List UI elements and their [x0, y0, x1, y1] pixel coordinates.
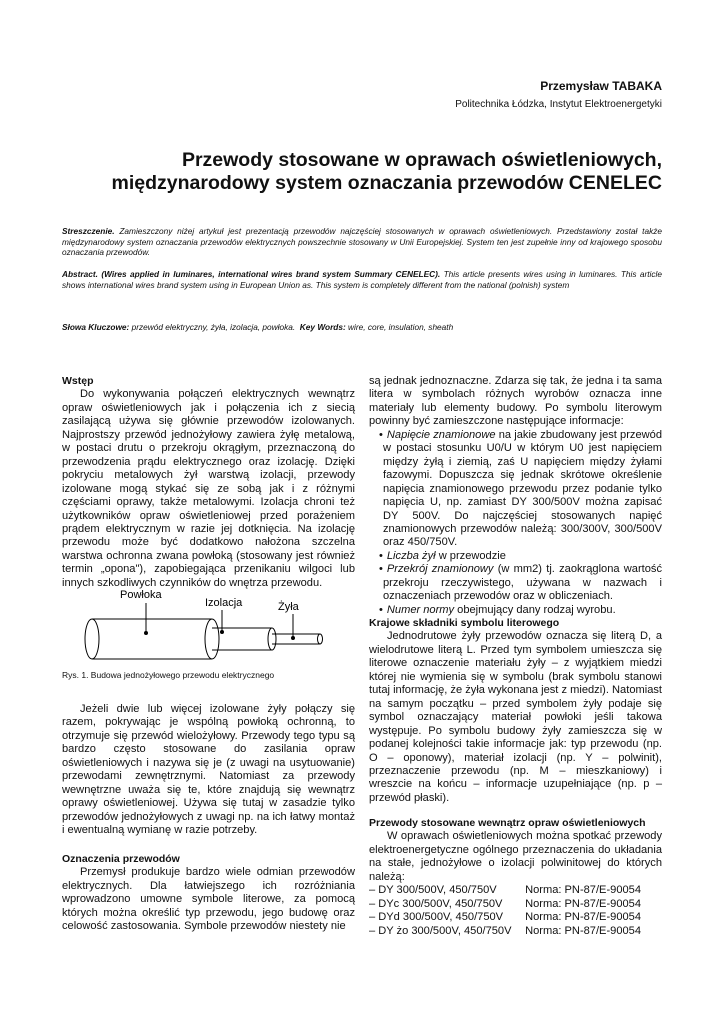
bullet-term: Liczba żył — [386, 549, 436, 562]
wire-norm: Norma: PN-87/E-90054 — [525, 884, 641, 897]
bullet-term: Napięcie znamionowe — [386, 428, 496, 441]
abstract-en-text: This article presents wires using in luminares. This article shows international wires brand system using in European Union as. This system is completely different from the national (polnish) system — [62, 269, 663, 290]
label-powloka: Powłoka — [120, 589, 162, 601]
bullet-text: obejmujący dany rodzaj wyrobu. — [454, 603, 616, 616]
list-item — [369, 550, 662, 563]
bullet-term: Numer normy — [386, 603, 455, 616]
wire-type-row — [369, 925, 641, 938]
bullet-term: Przekrój znamionowy — [386, 563, 494, 576]
heading-oznaczenia: Oznaczenia przewodów — [62, 853, 180, 865]
right-column-middle — [369, 617, 662, 805]
wire-type-row — [369, 884, 641, 897]
label-izolacja: Izolacja — [205, 597, 243, 609]
wire-type: – DY 300/500V, 450/750V — [369, 884, 497, 897]
wire-type-row — [369, 911, 641, 924]
left-column-bottom — [62, 853, 355, 934]
paragraph: Przemysł produkuje bardzo wiele odmian przewodów elektrycznych. Dla łatwiejszego ich rozróżniania wprowadzono umowne symbole literowe, za pomocą których można określić typ przewodu, jego budowę oraz celowość zastosowania. Symbole przewodów niestety nie — [62, 866, 355, 933]
left-column-lower — [62, 703, 355, 838]
keywords-pl-text: przewód elektryczny, żyła, izolacja, powłoka. — [129, 322, 296, 332]
wire-structure-figure — [62, 585, 358, 665]
heading-wstep: Wstęp — [62, 375, 94, 387]
figure-caption: Rys. 1. Budowa jednożyłowego przewodu elektrycznego — [62, 670, 275, 680]
paragraph: Jeżeli dwie lub więcej izolowane żyły połączy się razem, pokrywając je wspólną powłoką ochronną, to otrzymuje się przewód wielożyłowy. Przewody tego typu są bardzo często stosowane do zasilania opraw oświetleniowych i nazywa się je (z uwagi na usytuowanie) przewodami zewnętrznymi. Natomiast za przewody wewnętrzne uważa się te, które znajdują się wewnątrz oprawy oświetleniowej. Używa się tutaj w zasadzie tylko przewodów jednożyłowych z uwagi np. na ich łatwy montaż i ewentualną wymianę w razie potrzeby. — [62, 703, 355, 837]
abstract-en-label: Abstract. (Wires applied in luminares, international wires brand system Summary CENELEC). — [62, 269, 441, 279]
wire-type: – DY żo 300/500V, 450/750V — [369, 924, 512, 937]
bullet-text: (w mm2) tj. zaokrąglona wartość przekroju rzeczywistego, używana w nazwach i oznaczeniach przewodów oraz w obliczeniach. — [383, 563, 662, 603]
right-column — [369, 375, 662, 617]
title-line-1: Przewody stosowane w oprawach oświetleniowych, — [181, 149, 662, 171]
heading-krajowe: Krajowe składniki symbolu literowego — [369, 617, 560, 629]
keywords-en-label: Key Words: — [299, 322, 346, 332]
keywords — [62, 322, 662, 332]
paragraph: są jednak jednoznaczne. Zdarza się tak, że jedna i ta sama litera w symbolach różnych wyrobów oznacza inne materiały lub elementy budowy. Po symbolu literowym powinny być zamieszczone następujące informacje: — [369, 375, 662, 428]
keywords-en-text: wire, core, insulation, sheath — [345, 322, 454, 332]
abstract-polish — [62, 226, 662, 258]
wire-norm: Norma: PN-87/E-90054 — [525, 911, 641, 924]
list-item — [369, 429, 662, 550]
paragraph: Do wykonywania połączeń elektrycznych wewnątrz opraw oświetleniowych jak i połączenia ich z siecią zasilającą używa się głównie przewodów izolowanych. Najprostszy przewód jednożyłowy zawiera żyłę metalową, w postaci drutu o przekroju okrągłym, przeznaczoną do przewodzenia prądu elektrycznego oraz izolację. Dzięki pokryciu metalowych żył warstwą izolacji, przewody izolowane mogą stykać się ze sobą jak i z różnymi częściami oprawy, także metalowymi. Izolacja chroni też użytkowników opraw oświetleniowej przed porażeniem prądem elektrycznym w razie jej dotknięcia. Na izolację przewodu może być dodatkowo nałożona szczelna warstwa ochronna zwana powłoką (stosowany jest również termin „opona"), zapobiegająca przenikaniu wilgoci lub innych szkodliwych czynników do wnętrza przewodu. — [62, 388, 355, 589]
abstract-pl-text: Zamieszczony niżej artykuł jest prezentacją przewodów najczęściej stosowanych w oprawach oświetleniowych. Przedstawiony został także międzynarodowy system oznaczania przewodów elektrycznych powszechnie stosowany w Unii Europejskiej. System ten jest zupełnie inny od krajowego sposobu oznaczania przewodów. — [62, 226, 662, 257]
right-column-bottom — [369, 817, 662, 938]
paper-title — [62, 149, 662, 195]
title-line-2: międzynarodowy system oznaczania przewodów CENELEC — [111, 172, 662, 194]
wire-norm: Norma: PN-87/E-90054 — [525, 924, 641, 937]
keywords-pl-label: Słowa Kluczowe: — [62, 322, 130, 332]
abstract-english — [62, 269, 662, 290]
paragraph: Jednodrutowe żyły przewodów oznacza się literą D, a wielodrutowe literą L. Przed tym symbolem umieszcza się literowe oznaczenie materiału żyły – z wyjątkiem miedzi której nie wymienia się w symbolu (brak symbolu stanowi tutaj informację, że żyła wykonana jest z miedzi). Natomiast na samym początku – przed symbolem żyły podaje się symbol oznaczający materiał powłoki jeśli takowa występuje. Po symbolu budowy żyły zamieszcza się w podanej kolejności takie informacje jak: typ przewodu (np. O – oponowy), materiał izolacji (np. Y – polwinit), przeznaczenie przewodu (np. M – mieszkaniowy) i wreszcie na końcu – informacje uzupełniające (np. p – przewód płaski). — [369, 630, 662, 804]
author-name: Przemysław TABAKA — [540, 79, 662, 93]
wire-type-row — [369, 898, 641, 911]
wire-type: – DYc 300/500V, 450/750V — [369, 897, 503, 910]
wire-norm: Norma: PN-87/E-90054 — [525, 897, 641, 910]
author-affiliation: Politechnika Łódzka, Instytut Elektroenergetyki — [455, 99, 662, 110]
label-zyla: Żyła — [278, 601, 299, 613]
bullet-text: na jakie zbudowany jest przewód w postaci stosunku U0/U w którym U0 jest napięciem między żyłą i ziemią, zaś U napięciem między żyłami fazowymi. Dopuszcza się jednak skrótowe określenie napięcia znamionowego przewodu przez podanie tylko napięcia U, np. zamiast DY 300/500V można zapisać DY 500V. Do najczęściej stosowanych napięć znamionowych przewodów należą: 300/300V, 300/500V oraz 450/750V. — [383, 428, 662, 549]
wire-type: – DYd 300/500V, 450/750V — [369, 911, 504, 924]
heading-wewnatrz: Przewody stosowane wewnątrz opraw oświetleniowych — [369, 817, 646, 829]
left-column — [62, 375, 355, 590]
paragraph: W oprawach oświetleniowych można spotkać przewody elektroenergetyczne ogólnego przeznaczenia do układania na stałe, jednożyłowe o izolacji polwinitowej do których należą: — [369, 830, 662, 883]
abstract-pl-label: Streszczenie. — [62, 226, 115, 236]
bullet-text: w przewodzie — [435, 549, 506, 562]
list-item — [369, 563, 662, 603]
list-item — [369, 604, 662, 617]
